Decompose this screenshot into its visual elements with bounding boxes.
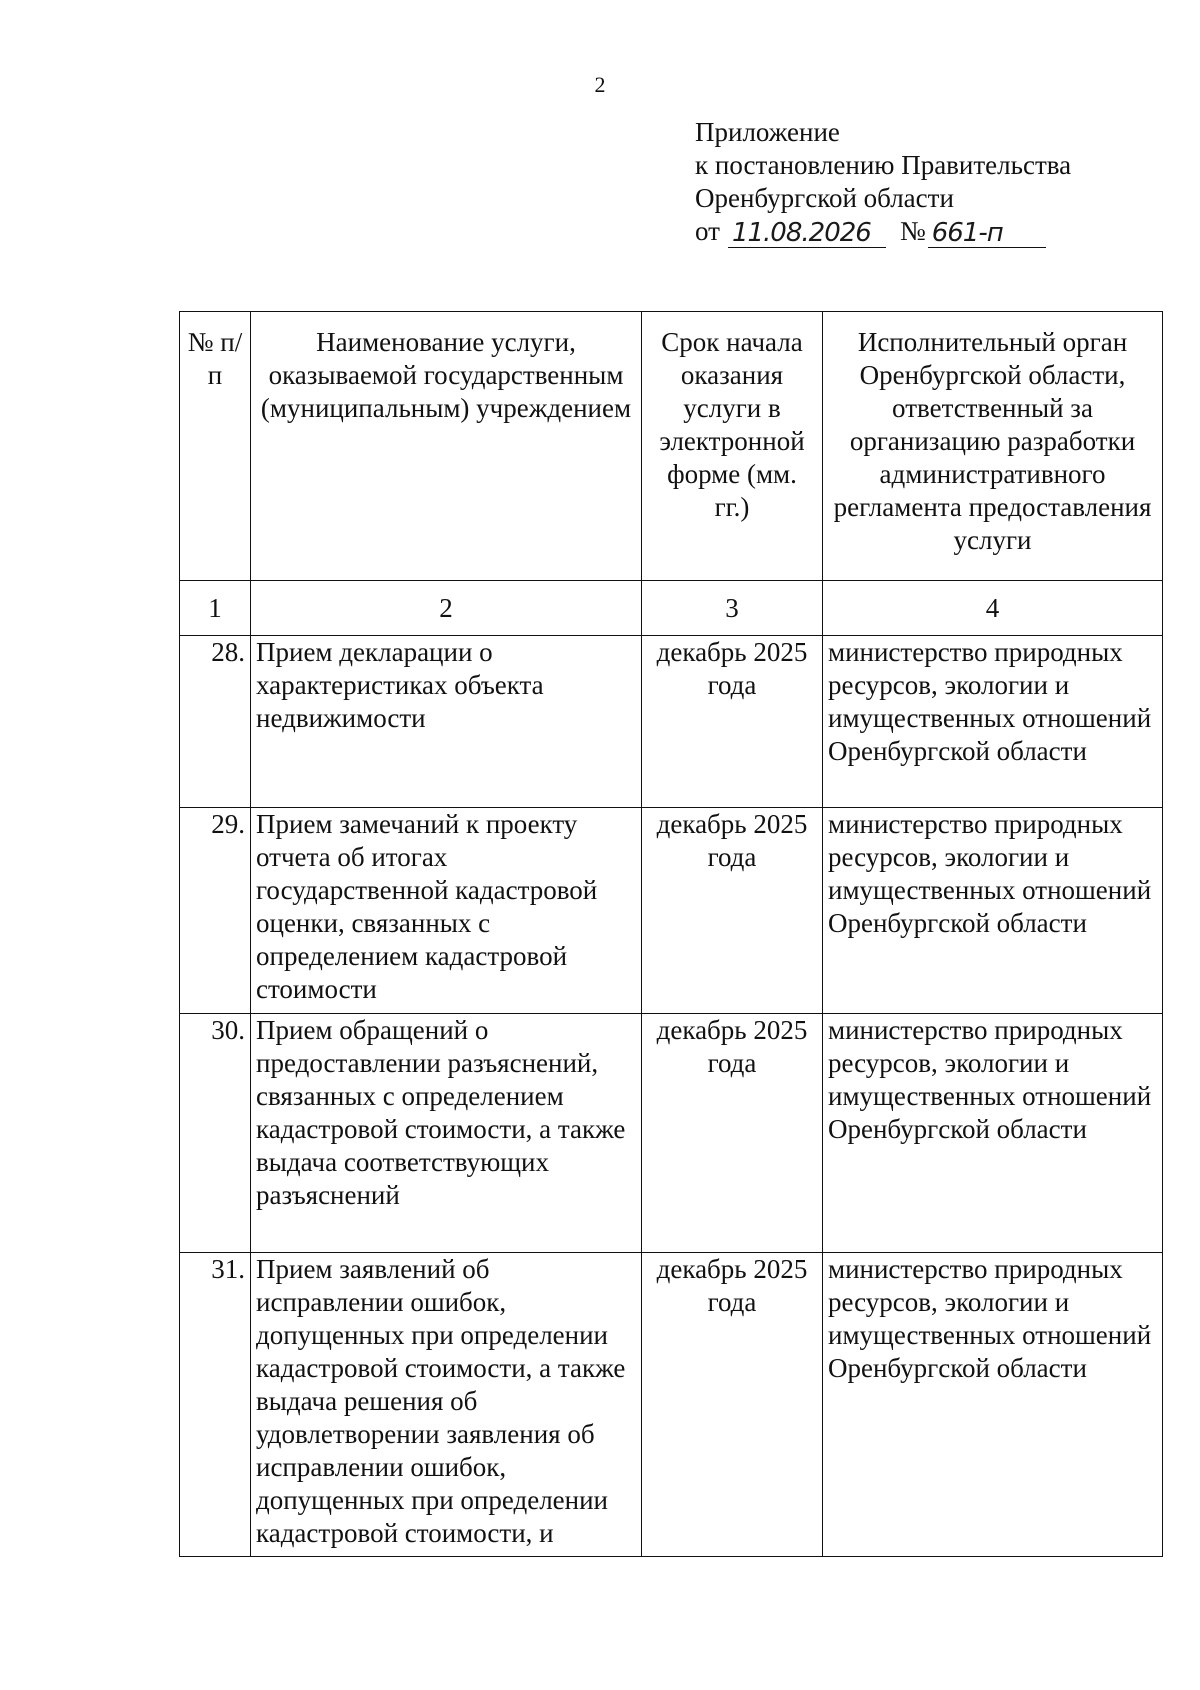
responsible-body: министерство природных ресурсов, экологии и имущественных отношений Оренбургской области	[823, 1014, 1163, 1253]
header-number: № п/п	[180, 312, 251, 581]
services-table	[179, 311, 1163, 1557]
index-cell: 1	[180, 581, 251, 636]
row-number: 29.	[180, 808, 251, 1014]
header-responsible-body: Исполнительный орган Оренбургской области, ответственный за организацию разработки административного регламента предоставления услуги	[823, 312, 1163, 581]
index-cell: 3	[642, 581, 823, 636]
service-term: декабрь 2025 года	[642, 636, 823, 808]
index-cell: 2	[251, 581, 642, 636]
service-name: Прием декларации о характеристиках объекта недвижимости	[251, 636, 642, 808]
service-name: Прием замечаний к проекту отчета об итогах государственной кадастровой оценки, связанных с определением кадастровой стоимости	[251, 808, 642, 1014]
service-term: декабрь 2025 года	[642, 808, 823, 1014]
table-header-row	[180, 312, 1163, 581]
service-term: декабрь 2025 года	[642, 1253, 823, 1557]
responsible-body: министерство природных ресурсов, экологии и имущественных отношений Оренбургской области	[823, 1253, 1163, 1557]
service-term: декабрь 2025 года	[642, 1014, 823, 1253]
table-row	[180, 808, 1163, 1014]
appendix-title: Приложение	[695, 117, 840, 147]
row-number: 31.	[180, 1253, 251, 1557]
table-row	[180, 1253, 1163, 1557]
handwritten-date: 11.08.2026	[728, 219, 886, 248]
row-number: 28.	[180, 636, 251, 808]
service-name: Прием обращений о предоставлении разъяснений, связанных с определением кадастровой стоимости, а также выдача соответствующих разъяснений	[251, 1014, 642, 1253]
index-cell: 4	[823, 581, 1163, 636]
table-row	[180, 1014, 1163, 1253]
appendix-date-number-line	[695, 215, 1071, 248]
row-number: 30.	[180, 1014, 251, 1253]
handwritten-number: 661-п	[928, 219, 1046, 248]
header-service-name: Наименование услуги, оказываемой государственным (муниципальным) учреждением	[251, 312, 642, 581]
header-start-term: Срок начала оказания услуги в электронной форме (мм. гг.)	[642, 312, 823, 581]
number-label: №	[899, 216, 926, 246]
table-row	[180, 636, 1163, 808]
responsible-body: министерство природных ресурсов, экологии и имущественных отношений Оренбургской области	[823, 808, 1163, 1014]
appendix-resolution-line: к постановлению Правительства	[695, 150, 1072, 180]
table-index-row	[180, 581, 1163, 636]
from-label: от	[695, 216, 720, 246]
page-number: 2	[594, 72, 606, 97]
appendix-region-line: Оренбургской области	[695, 183, 954, 213]
responsible-body: министерство природных ресурсов, экологии и имущественных отношений Оренбургской области	[823, 636, 1163, 808]
service-name: Прием заявлений об исправлении ошибок, допущенных при определении кадастровой стоимости, а также выдача решения об удовлетворении заявления об исправлении ошибок, допущенных при определении кадастровой стоимости, и	[251, 1253, 642, 1557]
appendix-block	[695, 116, 1071, 248]
